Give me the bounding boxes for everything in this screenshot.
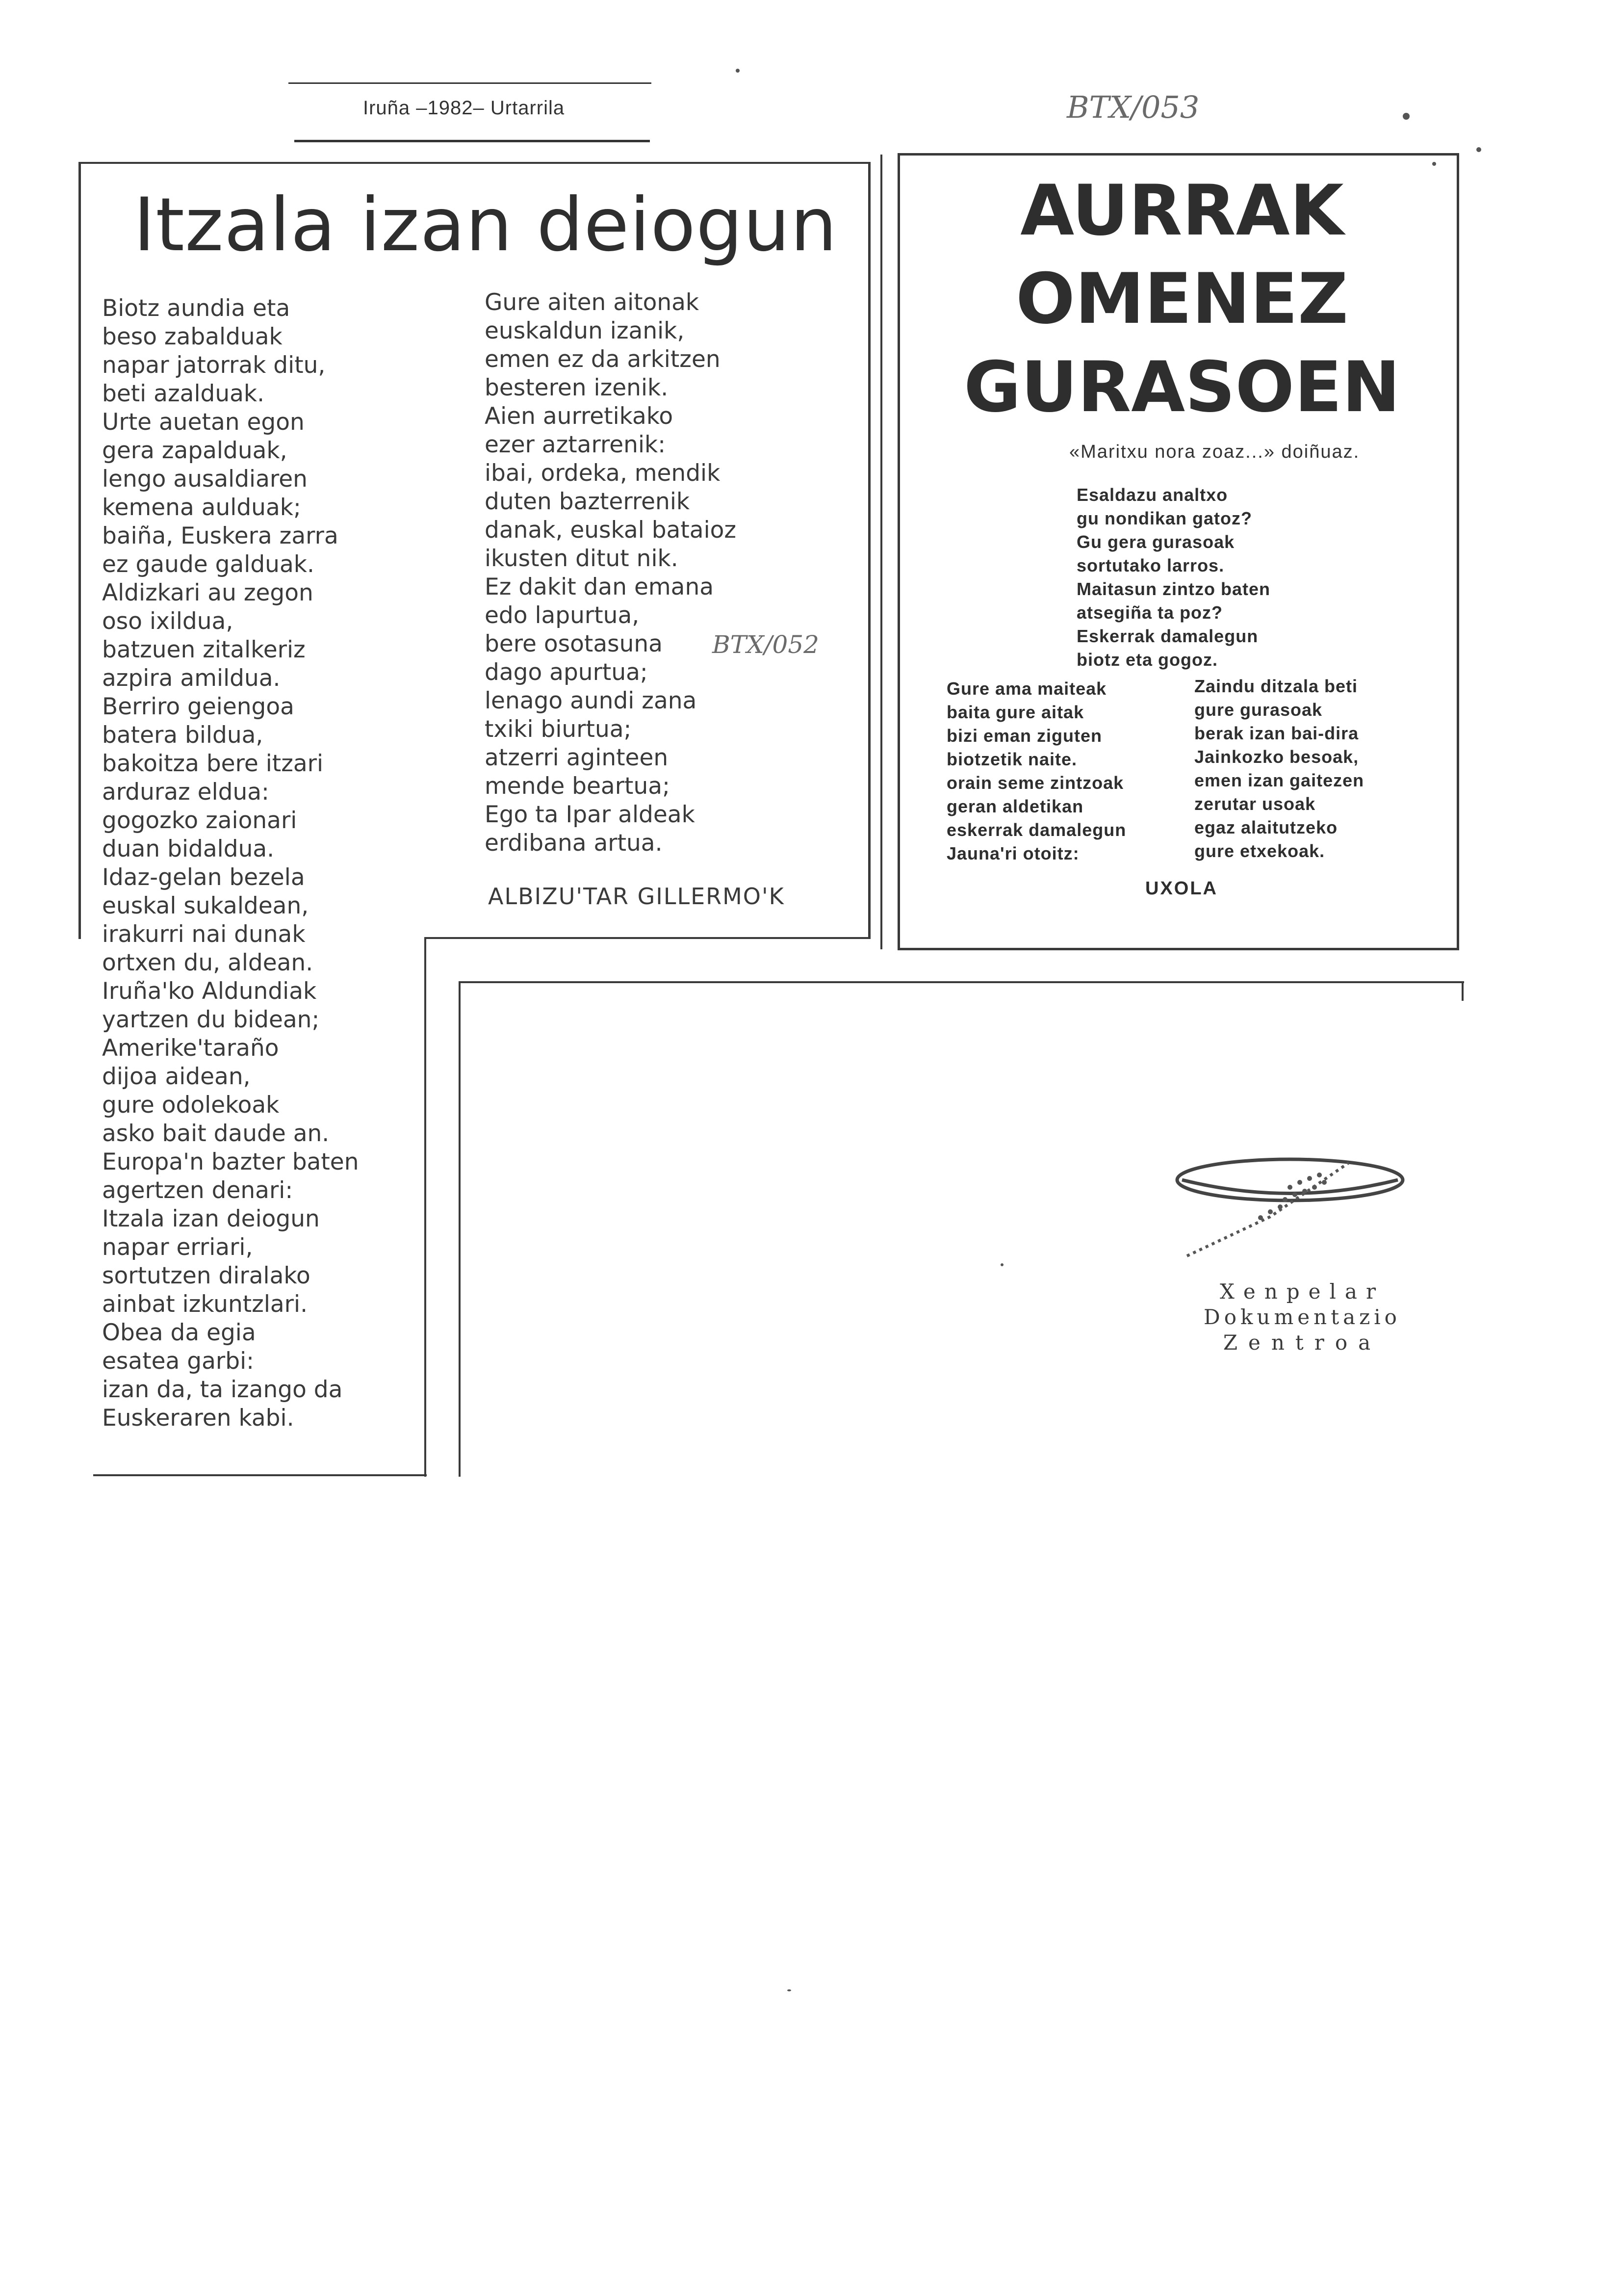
poem-line: Maitasun zintzo baten [1077,579,1271,599]
poem-line: gu nondikan gatoz? [1077,508,1252,528]
poem-line: kemena aulduak; [102,494,301,521]
poem-line: gogozko zaionari [102,807,297,834]
poem-line: Jainkozko besoak, [1194,747,1359,767]
poem-line: Euskeraren kabi. [102,1405,294,1432]
dateline: Iruña –1982– Urtarrila [363,97,565,119]
poem-line: ortxen du, aldean. [102,949,313,976]
scan-speckle [736,69,740,73]
poem-line: sortutzen diralako [102,1262,310,1289]
header-rule-bottom [294,140,650,142]
poem-line: dago apurtua; [485,659,648,686]
stamp-line-1: Xenpelar [1219,1279,1385,1304]
scan-speckle [787,1989,791,1991]
poem-line: lenago aundi zana [485,687,697,714]
poem-line: batzuen zitalkeriz [102,636,306,663]
right-article-frame-outer-left [880,155,882,949]
poem-line: Esaldazu analtxo [1077,485,1228,505]
poem-line: gure odolekoak [102,1092,280,1119]
right-article-stanza-right [1194,675,1364,863]
left-article-frame-inner-right [424,937,426,1477]
poem-line: irakurri nai dunak [102,921,306,948]
poem-line: Gu gera gurasoak [1077,532,1235,552]
poem-line: azpira amildua. [102,665,281,692]
poem-line: baiña, Euskera zarra [102,522,338,549]
poem-line: orain seme zintzoak [947,773,1124,793]
poem-line: ezer aztarrenik: [485,431,666,458]
left-article-frame-bottom [93,1474,427,1476]
left-article-column-1 [102,294,359,1433]
poem-line: txiki biurtua; [485,716,632,743]
poem-line: egaz alaitutzeko [1194,817,1338,837]
poem-line: oso ixildua, [102,608,233,635]
poem-line: gure gurasoak [1194,700,1323,720]
right-article-title-line-3: GURASOEN [964,347,1400,428]
poem-line: Biotz aundia eta [102,295,290,322]
poem-line: Idaz-gelan bezela [102,864,305,891]
poem-line: bizi eman ziguten [947,726,1103,746]
lower-bracket-right-tick [1462,981,1464,1001]
stamp-line-3: Zentroa [1223,1331,1382,1355]
poem-line: Itzala izan deiogun [102,1205,320,1232]
poem-line: emen ez da arkitzen [485,346,721,373]
poem-line: Gure aiten aitonak [485,289,699,316]
scan-speckle [1403,113,1410,120]
poem-line: asko bait daude an. [102,1120,330,1147]
poem-line: ainbat izkuntzlari. [102,1291,308,1318]
poem-line: Ez dakit dan emana [485,574,714,600]
archive-code-inline: BTX/052 [712,630,819,659]
poem-line: gure etxekoak. [1194,841,1325,861]
poem-line: beso zabalduak [102,323,283,350]
poem-line: duten bazterrenik [485,488,690,515]
poem-line: batera bildua, [102,722,263,749]
poem-line: beti azalduak. [102,380,265,407]
poem-line: izan da, ta izango da [102,1376,343,1403]
scan-speckle [1476,147,1481,152]
poem-line: Amerike'taraño [102,1035,279,1062]
poem-line: gera zapalduak, [102,437,287,464]
poem-line: baita gure aitak [947,702,1084,722]
poem-line: Berriro geiengoa [102,693,294,720]
poem-line: edo lapurtua, [485,602,640,629]
left-article-column-2 [485,288,736,858]
poem-line: Aldizkari au zegon [102,579,313,606]
poem-line: ez gaude galduak. [102,551,314,578]
poem-line: napar erriari, [102,1234,253,1261]
right-article-author: UXOLA [1145,878,1218,899]
right-article-stanza-center [1077,483,1270,672]
poem-line: Zaindu ditzala beti [1194,676,1358,696]
poem-line: yartzen du bidean; [102,1006,320,1033]
poem-line: mende beartua; [485,773,670,800]
poem-line: biotzetik naite. [947,749,1078,769]
left-article-title: Itzala izan deiogun [133,183,838,268]
poem-line: geran aldetikan [947,796,1084,816]
poem-line: atsegiña ta poz? [1077,602,1223,623]
poem-line: danak, euskal bataioz [485,517,737,544]
left-article-frame-bottom-right [424,937,868,939]
poem-line: Europa'n bazter baten [102,1148,359,1175]
archive-stamp-logo [1143,1133,1437,1271]
scan-speckle [1001,1263,1004,1266]
poem-line: euskaldun izanik, [485,317,685,344]
poem-line: ibai, ordeka, mendik [485,460,721,487]
poem-line: napar jatorrak ditu, [102,352,326,379]
poem-line: besteren izenik. [485,374,669,401]
poem-line: Jauna'ri otoitz: [947,843,1080,863]
poem-line: Ego ta Ipar aldeak [485,801,695,828]
poem-line: erdibana artua. [485,830,663,857]
right-article-title-line-2: OMENEZ [1016,259,1348,339]
poem-line: agertzen denari: [102,1177,293,1204]
poem-line: eskerrak damalegun [947,820,1127,840]
left-article-author: ALBIZU'TAR GILLERMO'K [488,883,785,910]
poem-line: Gure ama maiteak [947,678,1107,699]
poem-line: Iruña'ko Aldundiak [102,978,317,1005]
poem-line: arduraz eldua: [102,779,269,806]
right-article-stanza-left [947,677,1126,865]
poem-line: Aien aurretikako [485,403,673,430]
poem-line: Eskerrak damalegun [1077,626,1259,646]
poem-line: sortutako larros. [1077,555,1225,575]
poem-line: biotz eta gogoz. [1077,650,1218,670]
poem-line: atzerri aginteen [485,744,669,771]
lower-bracket-top [459,981,1464,983]
scan-speckle [1432,162,1436,166]
archive-code-top: BTX/053 [1067,89,1200,125]
poem-line: esatea garbi: [102,1348,254,1375]
lower-bracket-left [459,981,461,1477]
poem-line: Urte auetan egon [102,409,305,436]
poem-line: ikusten ditut nik. [485,545,678,572]
poem-line: Obea da egia [102,1319,256,1346]
poem-line: emen izan gaitezen [1194,770,1365,790]
poem-line: berak izan bai-dira [1194,723,1359,743]
poem-line: duan bidaldua. [102,835,275,862]
poem-line: bakoitza bere itzari [102,750,324,777]
poem-line: dijoa aidean, [102,1063,251,1090]
poem-line: euskal sukaldean, [102,892,309,919]
poem-line: lengo ausaldiaren [102,466,308,493]
poem-line: bere osotasuna [485,630,663,657]
stamp-line-2: Dokumentazio [1204,1305,1401,1329]
header-rule-top [288,82,651,84]
right-article-subtitle: «Maritxu nora zoaz...» doiñuaz. [1069,442,1360,462]
poem-line: zerutar usoak [1194,794,1316,814]
right-article-title-line-1: AURRAK [1020,170,1344,251]
